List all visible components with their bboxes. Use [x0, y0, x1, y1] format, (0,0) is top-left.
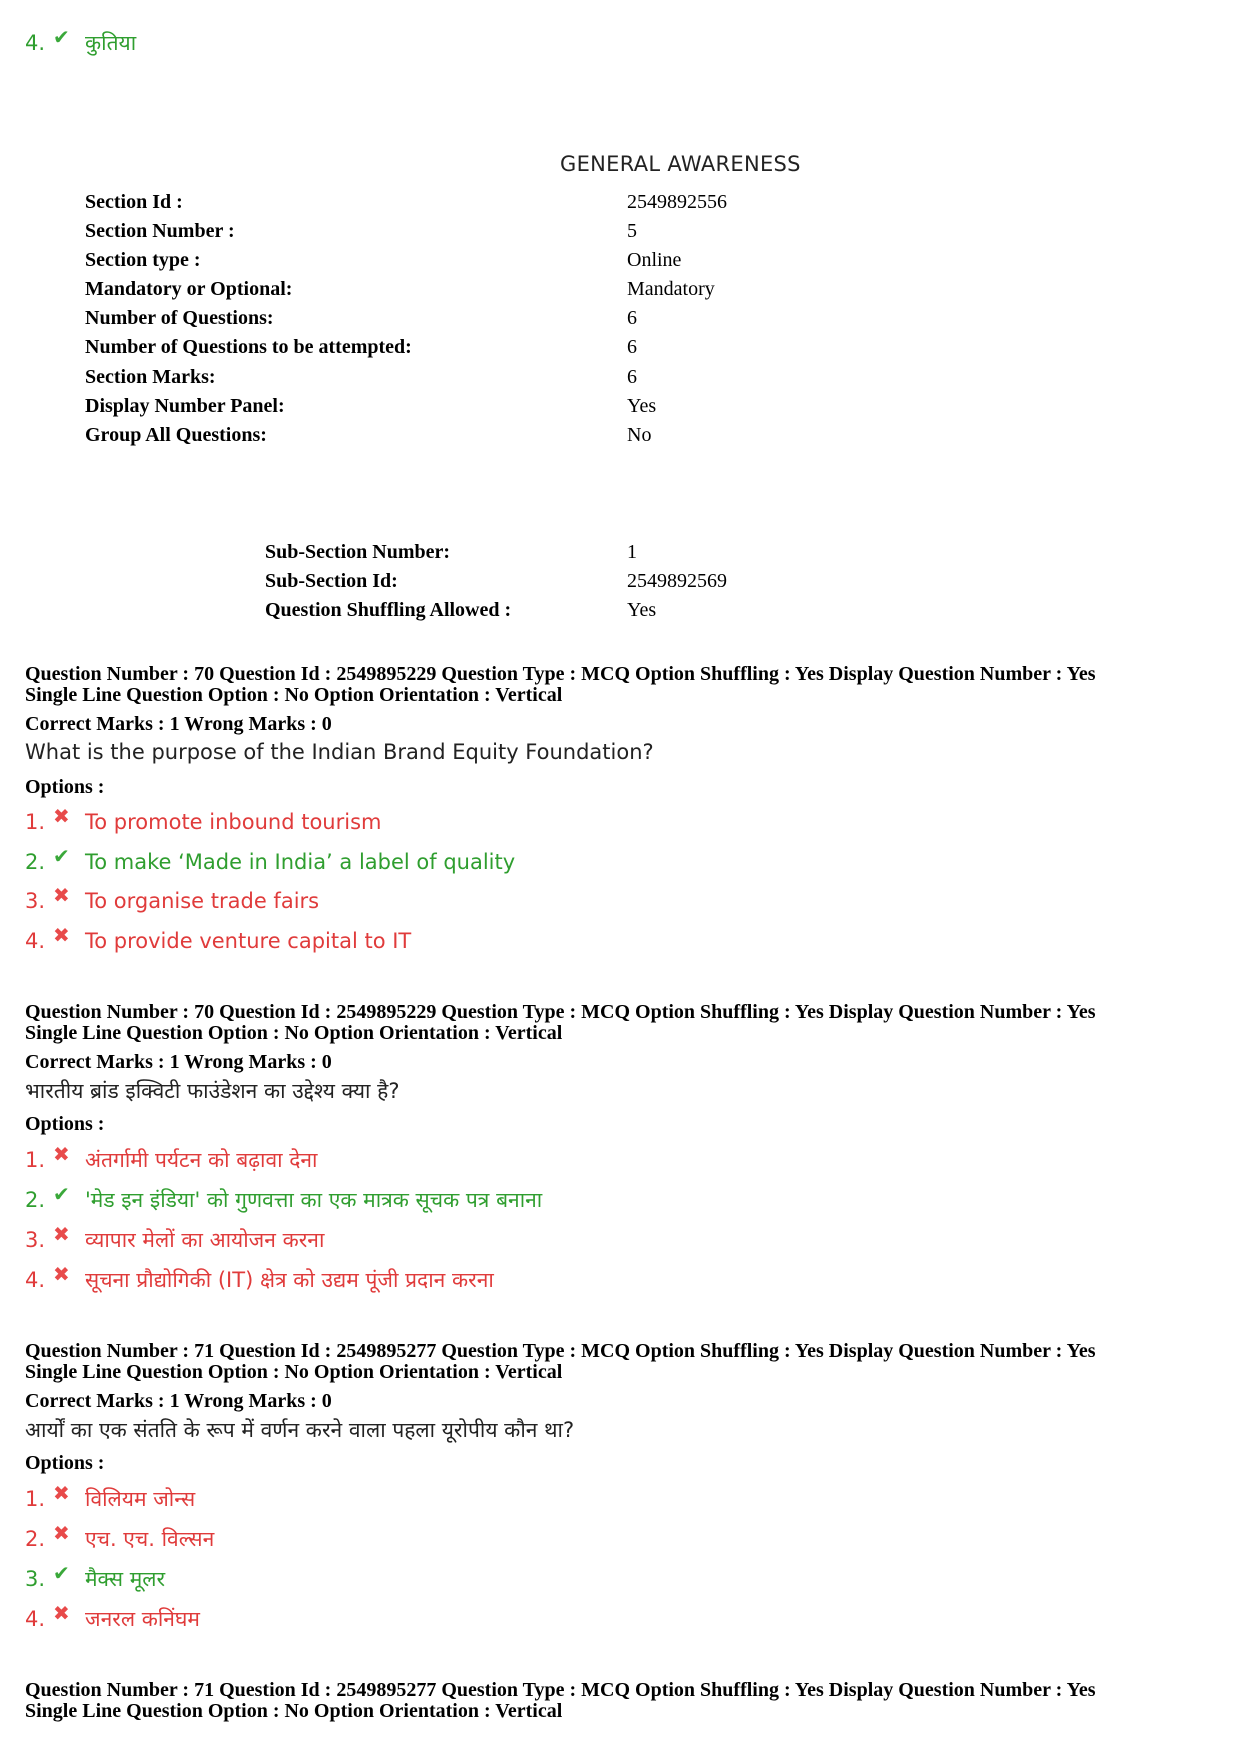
option-number: 1.	[25, 1487, 46, 1511]
question-meta-line2: Single Line Question Option : No Option Orientation : Vertical	[25, 1700, 563, 1722]
question-marks: Correct Marks : 1 Wrong Marks : 0	[25, 713, 332, 735]
cross-icon: ✖	[53, 1262, 70, 1286]
options-label: Options :	[25, 1452, 105, 1474]
mandatory-value: Mandatory	[627, 278, 715, 300]
section-marks-label: Section Marks:	[85, 366, 216, 388]
check-icon: ✔	[53, 25, 70, 49]
option-number: 3.	[25, 889, 46, 913]
options-label: Options :	[25, 1113, 105, 1135]
section-type-label: Section type :	[85, 249, 201, 271]
section-marks-value: 6	[627, 366, 637, 388]
cross-icon: ✖	[53, 804, 70, 828]
option-row	[25, 26, 136, 60]
section-type-value: Online	[627, 249, 682, 271]
option-row	[25, 884, 319, 918]
cross-icon: ✖	[53, 1222, 70, 1246]
option-number: 4.	[25, 31, 46, 55]
option-row	[25, 1263, 494, 1297]
option-number: 2.	[25, 1188, 46, 1212]
shuffling-label: Question Shuffling Allowed :	[265, 599, 512, 621]
subsection-id-value: 2549892569	[627, 570, 727, 592]
option-number: 4.	[25, 929, 46, 953]
check-icon: ✔	[53, 1561, 70, 1585]
option-row	[25, 1602, 200, 1636]
option-number: 3.	[25, 1567, 46, 1591]
question-text: आर्यों का एक संतति के रूप में वर्णन करने वाला पहला यूरोपीय कौन था?	[25, 1418, 575, 1442]
question-text: What is the purpose of the Indian Brand Equity Foundation?	[25, 740, 654, 764]
num-questions-label: Number of Questions:	[85, 307, 274, 329]
option-row	[25, 1183, 542, 1217]
option-text: सूचना प्रौद्योगिकी (IT) क्षेत्र को उद्यम पूंजी प्रदान करना	[85, 1268, 494, 1292]
option-row	[25, 1143, 318, 1177]
option-text: अंतर्गामी पर्यटन को बढ़ावा देना	[85, 1148, 318, 1172]
option-row	[25, 1223, 324, 1257]
option-text: जनरल कनिंघम	[85, 1607, 200, 1631]
display-panel-label: Display Number Panel:	[85, 395, 285, 417]
question-meta-line1: Question Number : 70 Question Id : 2549895229 Question Type : MCQ Option Shuffling : Yes Display Question Number : Yes	[25, 663, 1096, 685]
option-number: 1.	[25, 1148, 46, 1172]
mandatory-label: Mandatory or Optional:	[85, 278, 293, 300]
cross-icon: ✖	[53, 1521, 70, 1545]
cross-icon: ✖	[53, 1601, 70, 1625]
num-questions-value: 6	[627, 307, 637, 329]
num-attempt-label: Number of Questions to be attempted:	[85, 336, 412, 358]
option-text: To provide venture capital to IT	[85, 929, 412, 953]
option-row	[25, 805, 381, 839]
question-meta-line2: Single Line Question Option : No Option Orientation : Vertical	[25, 1022, 563, 1044]
check-icon: ✔	[53, 1182, 70, 1206]
question-meta-line2: Single Line Question Option : No Option Orientation : Vertical	[25, 684, 563, 706]
section-title: GENERAL AWARENESS	[560, 152, 801, 176]
question-meta-line1: Question Number : 71 Question Id : 2549895277 Question Type : MCQ Option Shuffling : Yes Display Question Number : Yes	[25, 1679, 1096, 1701]
section-number-value: 5	[627, 220, 637, 242]
option-text: To make ‘Made in India’ a label of quality	[85, 850, 516, 874]
subsection-number-label: Sub-Section Number:	[265, 541, 451, 563]
question-meta-line1: Question Number : 71 Question Id : 2549895277 Question Type : MCQ Option Shuffling : Yes Display Question Number : Yes	[25, 1340, 1096, 1362]
subsection-number-value: 1	[627, 541, 637, 563]
cross-icon: ✖	[53, 1142, 70, 1166]
option-text: एच. एच. विल्सन	[85, 1527, 215, 1551]
display-panel-value: Yes	[627, 395, 657, 417]
shuffling-value: Yes	[627, 599, 657, 621]
question-marks: Correct Marks : 1 Wrong Marks : 0	[25, 1051, 332, 1073]
section-id-label: Section Id :	[85, 191, 183, 213]
option-row	[25, 1522, 214, 1556]
option-text: व्यापार मेलों का आयोजन करना	[85, 1228, 325, 1252]
option-number: 2.	[25, 1527, 46, 1551]
option-text: विलियम जोन्स	[85, 1487, 196, 1511]
option-row	[25, 845, 515, 879]
option-number: 4.	[25, 1268, 46, 1292]
subsection-id-label: Sub-Section Id:	[265, 570, 398, 592]
question-marks: Correct Marks : 1 Wrong Marks : 0	[25, 1390, 332, 1412]
option-row	[25, 924, 411, 958]
question-meta-line1: Question Number : 70 Question Id : 2549895229 Question Type : MCQ Option Shuffling : Yes Display Question Number : Yes	[25, 1001, 1096, 1023]
question-meta-line2: Single Line Question Option : No Option Orientation : Vertical	[25, 1361, 563, 1383]
num-attempt-value: 6	[627, 336, 637, 358]
cross-icon: ✖	[53, 923, 70, 947]
option-text: कुतिया	[85, 31, 137, 55]
option-row	[25, 1562, 165, 1596]
cross-icon: ✖	[53, 1481, 70, 1505]
option-text: 'मेड इन इंडिया' को गुणवत्ता का एक मात्रक सूचक पत्र बनाना	[85, 1188, 543, 1212]
option-text: To promote inbound tourism	[85, 810, 382, 834]
question-text: भारतीय ब्रांड इक्विटी फाउंडेशन का उद्देश्य क्या है?	[25, 1079, 400, 1103]
option-row	[25, 1482, 195, 1516]
section-id-value: 2549892556	[627, 191, 727, 213]
cross-icon: ✖	[53, 883, 70, 907]
check-icon: ✔	[53, 844, 70, 868]
option-number: 1.	[25, 810, 46, 834]
option-text: To organise trade fairs	[85, 889, 320, 913]
group-questions-label: Group All Questions:	[85, 424, 267, 446]
option-number: 2.	[25, 850, 46, 874]
option-number: 3.	[25, 1228, 46, 1252]
option-number: 4.	[25, 1607, 46, 1631]
option-text: मैक्स मूलर	[85, 1567, 166, 1591]
options-label: Options :	[25, 776, 105, 798]
group-questions-value: No	[627, 424, 652, 446]
section-number-label: Section Number :	[85, 220, 235, 242]
